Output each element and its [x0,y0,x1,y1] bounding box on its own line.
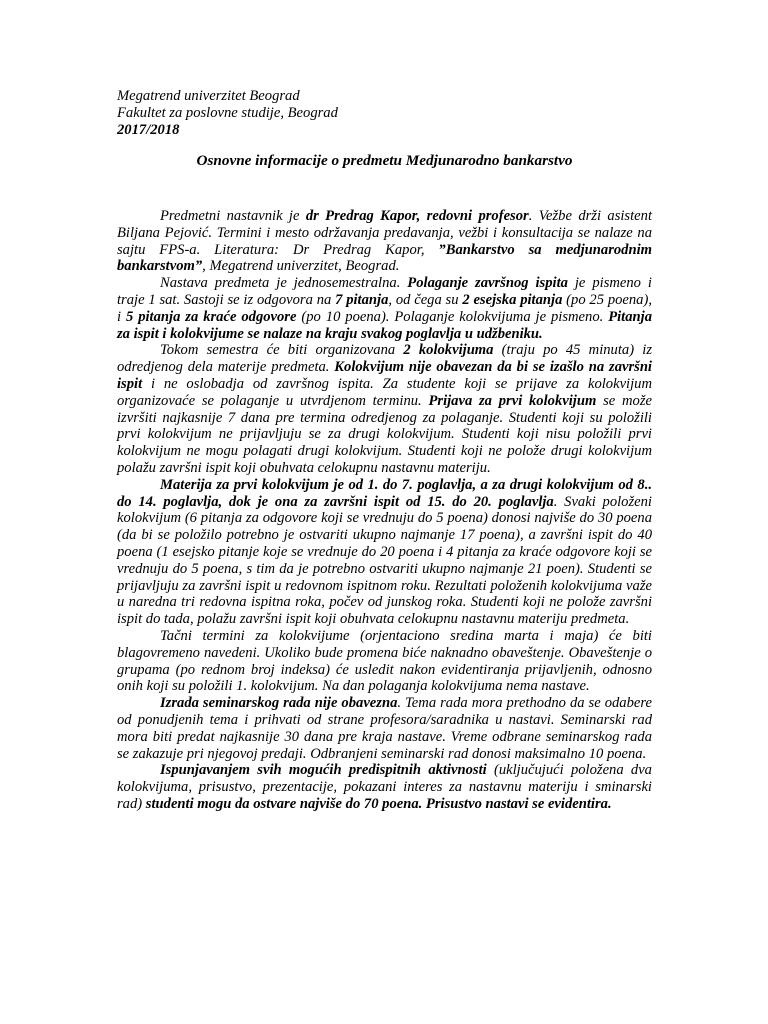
university-name: Megatrend univerzitet Beograd [117,88,300,104]
text-run: Nastava predmeta je jednosemestralna. [160,275,408,292]
text-run: (uključujući položena dva kolokvijuma, prisustvo, prezentacije, pokazani interes za nastavnu materiju i sminarski rad) [117,762,652,812]
bold-text-run: Izrada seminarskog rada nije obavezna [160,695,398,712]
text-run: , od čega su [388,291,463,308]
document-header [117,88,657,138]
document-title: Osnovne informacije o predmetu Medjunarodno bankarstvo [196,152,573,169]
bold-text-run: Polaganje završnog ispita [407,275,568,292]
bold-text-run: Materija za prvi kolokvijum je od 1. do 7. poglavlja, a za drugi kolokvijum od 8.. do 14. poglavlja, dok je ona za završni ispit od 15. do 20. poglavlja [117,476,652,510]
text-run: . Svaki položeni kolokvijum (6 pitanja za odgovore koji se vrednuju do 5 poena) donosi najviše do 30 poena (da bi se položilo potrebno je ostvariti ukupno najmanje 17 poena), a završni ispit do 40 poena (1 esejsko pitanje koje se vrednuje do 20 poena i 4 pitanja za kraće odgovore koji se vrednuju do 5 poena, s tim da je potrebno ostvariti ukupno najmanje 21 poen). Studenti se prijavljuju za završni ispit u redovnom ispitnom roku. Rezultati položenih kolokvijuma važe u naredna tri redovna ispitna roka, počev od junskog roka. Studenti koji ne polože završni ispit do tada, polažu završni ispit koji obuhvata celokupnu nastavnu materiju predmeta. [117,493,652,628]
paragraph [117,477,652,628]
text-run: Tokom semestra će biti organizovana [160,342,404,359]
bold-text-run: 7 pitanja [335,291,389,308]
text-run: i ne oslobadja od završnog ispita. Za studente koji se prijave za kolokvijum organizovaće se polaganje u utvrdjenom terminu. [117,375,652,409]
text-run: je pismeno i traje 1 sat. Sastoji se iz odgovora na [117,275,652,308]
document-body [117,208,652,813]
paragraph [117,208,652,275]
text-run: . Tema rada mora prethodno da se odabere od ponudjenih tema i prihvati od strane profesora/saradnika u nastavi. Seminarski rad mora biti predat najkasnije 30 dana pre kraja nastave. Vreme odbrane seminarskog rada se zakazuje pri njegovoj predaji. Odbranjeni seminarski rad donosi maksimalno 10 poena. [117,695,652,762]
text-run: Predmetni nastavnik je [160,208,306,224]
text-run: . Vežbe drži asistent Biljana Pejović. Termini i mesto održavanja predavanja, vežbi i konsultacija se nalaze na sajtu FPS-a. Literatura: Dr Predrag Kapor, [117,208,652,258]
text-run: se može izvršiti najkasnije 7 dana pre termina odredjenog za polaganje. Studenti koji su položili prvi kolokvijum ne prijavljuju se za drugi kolokvijum. Studenti koji nisu položili prvi kolokvijum ne mogu polagati drugi kolokvijum. Studenti koji ne polože drugi kolokvijum polažu završni ispit koji obuhvata celokupnu nastavnu materiju. [117,392,652,476]
bold-text-run: 5 pitanja za kraće odgovore [125,308,297,325]
bold-text-run: Pitanja za ispit i kolokvijume se nalaze na kraju svakog poglavlja u udžbeniku. [117,308,652,342]
text-run: (po 25 poena), i [117,291,652,325]
academic-year: 2017/2018 [117,121,180,138]
text-run: (traju po 45 minuta) iz odredjenog dela materije predmeta. [117,342,652,376]
bold-text-run: Prijava za prvi kolokvijum [428,392,597,409]
text-run: , Megatrend univerzitet, Beograd. [202,258,400,275]
text-run: Tačni termini za kolokvijume (orjentaciono sredina marta i maja) će biti blagovremeno navedeni. Ukoliko bude promena biće naknadno obaveštenje. Obaveštenje o grupama (po rednom broj indeksa) će usledit nakon evidentiranja prijavljenih, odnosno onih koji su položili 1. kolokvijum. Na dan polaganja kolokvijuma nema nastave. [117,627,652,695]
faculty-name: Fakultet za poslovne studije, Beograd [117,104,338,121]
paragraph [117,695,652,762]
paragraph [117,275,652,342]
paragraph [117,342,652,476]
bold-text-run: 2 esejska pitanja [462,291,563,308]
text-run: (po 10 poena). Polaganje kolokvijuma je pismeno. [296,308,609,325]
bold-text-run: studenti mogu da ostvare najviše do 70 poena. Prisustvo nastavi se evidentira. [145,795,612,812]
bold-text-run: Ispunjavanjem svih mogućih predispitnih aktivnosti [160,762,487,779]
bold-text-run: Kolokvijum nije obavezan da bi se izašlo na završni ispit [117,359,652,392]
bold-text-run: ”Bankarstvo sa medjunarodnim bankarstvom” [117,241,652,275]
paragraph [117,628,652,695]
bold-text-run: 2 kolokvijuma [403,342,494,359]
paragraph [117,762,652,812]
bold-text-run: dr Predrag Kapor, redovni profesor [305,208,529,224]
